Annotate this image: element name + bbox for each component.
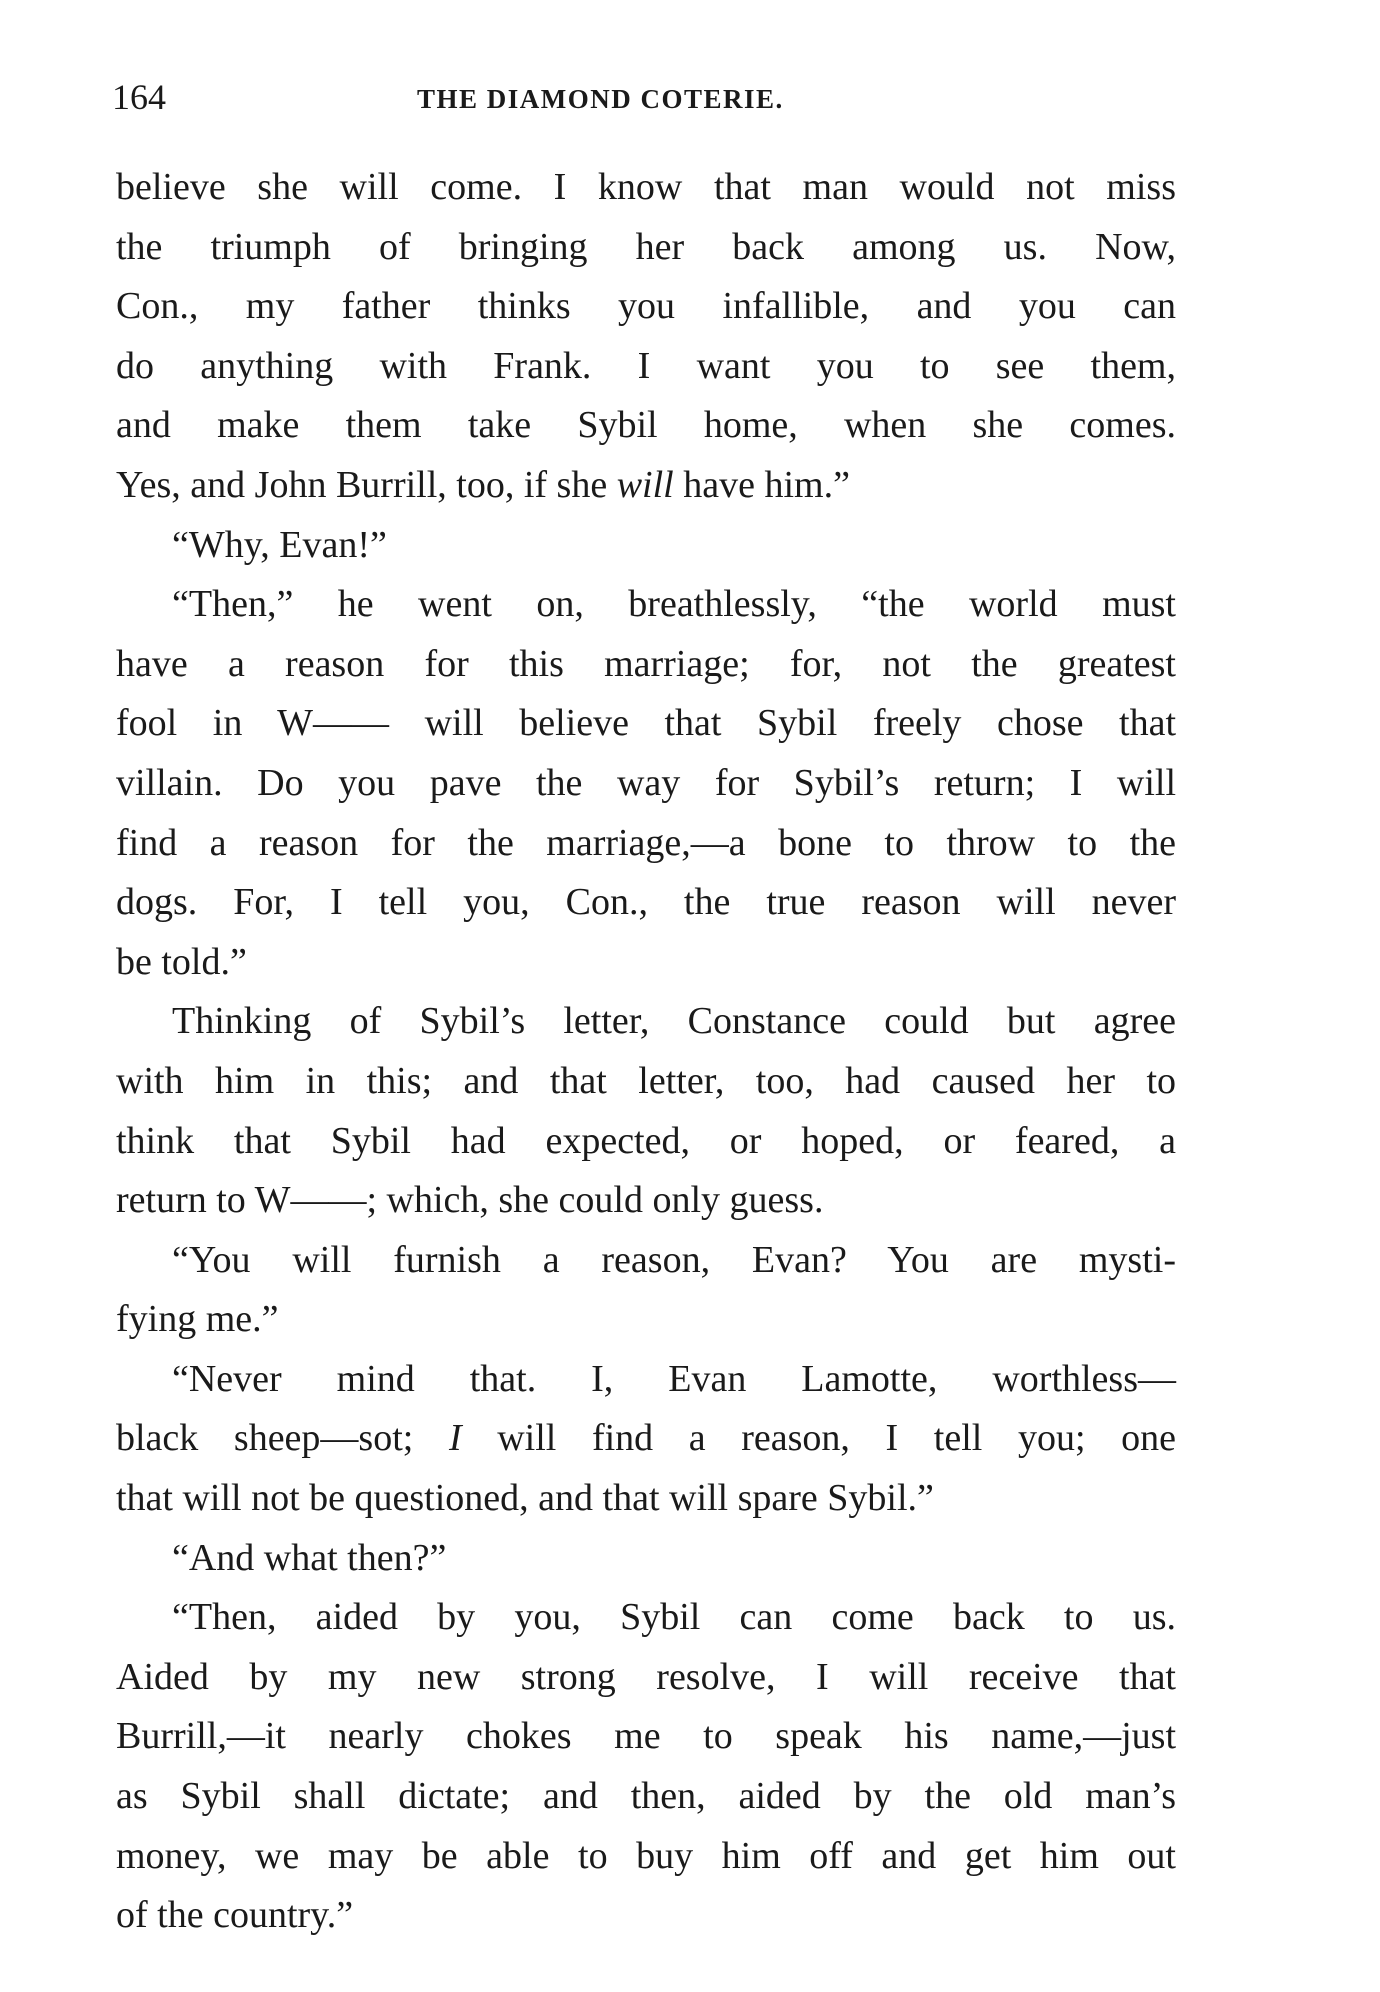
text-segment: black sheep—sot; bbox=[116, 1417, 449, 1460]
text-line: return to W——; which, she could only guess. bbox=[116, 1179, 824, 1222]
text-line: “Then, aided by you, Sybil can come back to us. bbox=[172, 1596, 1176, 1639]
text-line: be told.” bbox=[116, 940, 247, 983]
text-segment: have him.” bbox=[673, 463, 850, 506]
text-line: find a reason for the marriage,—a bone to throw to the bbox=[116, 821, 1176, 864]
text-line: fying me.” bbox=[116, 1298, 279, 1341]
text-line: do anything with Frank. I want you to see them, bbox=[116, 344, 1176, 387]
text-line: have a reason for this marriage; for, not the greatest bbox=[116, 642, 1176, 685]
text-line: as Sybil shall dictate; and then, aided by the old man’s bbox=[116, 1775, 1176, 1818]
text-line: that will not be questioned, and that will spare Sybil.” bbox=[116, 1477, 934, 1520]
text-line: Aided by my new strong resolve, I will receive that bbox=[116, 1655, 1176, 1698]
text-line: “You will furnish a reason, Evan? You are mysti- bbox=[172, 1238, 1176, 1281]
page-number: 164 bbox=[112, 77, 166, 117]
emphasized-word: I bbox=[448, 1417, 462, 1460]
running-head bbox=[112, 72, 1192, 122]
body-text bbox=[116, 158, 1176, 1946]
text-line: money, we may be able to buy him off and get him out bbox=[116, 1834, 1176, 1877]
text-line: Burrill,—it nearly chokes me to speak his name,—just bbox=[116, 1715, 1176, 1758]
text-line: “And what then?” bbox=[172, 1536, 447, 1579]
text-line: “Why, Evan!” bbox=[172, 523, 387, 566]
text-segment: will find a reason, I tell you; one bbox=[461, 1417, 1176, 1460]
text-line: Con., my father thinks you infallible, and you can bbox=[116, 285, 1176, 328]
text-line: of the country.” bbox=[116, 1894, 354, 1937]
text-line: think that Sybil had expected, or hoped, or feared, a bbox=[116, 1119, 1176, 1162]
running-title: THE DIAMOND COTERIE. bbox=[417, 84, 784, 114]
text-line: “Then,” he went on, breathlessly, “the world must bbox=[172, 583, 1176, 626]
text-line: fool in W—— will believe that Sybil freely chose that bbox=[116, 702, 1176, 745]
text-line bbox=[116, 456, 1176, 516]
text-line bbox=[116, 1409, 1176, 1469]
text-line: Thinking of Sybil’s letter, Constance could but agree bbox=[172, 1000, 1176, 1043]
text-line: the triumph of bringing her back among us. Now, bbox=[116, 225, 1176, 268]
text-line: believe she will come. I know that man would not miss bbox=[116, 166, 1176, 208]
text-line: and make them take Sybil home, when she comes. bbox=[116, 404, 1176, 447]
text-segment: Yes, and John Burrill, too, if she bbox=[116, 463, 617, 506]
emphasized-word: will bbox=[616, 463, 674, 506]
text-line: villain. Do you pave the way for Sybil’s return; I will bbox=[116, 761, 1176, 804]
text-line: “Never mind that. I, Evan Lamotte, worthless— bbox=[172, 1357, 1176, 1400]
text-line: with him in this; and that letter, too, had caused her to bbox=[116, 1059, 1176, 1102]
text-line: dogs. For, I tell you, Con., the true reason will never bbox=[116, 881, 1176, 924]
